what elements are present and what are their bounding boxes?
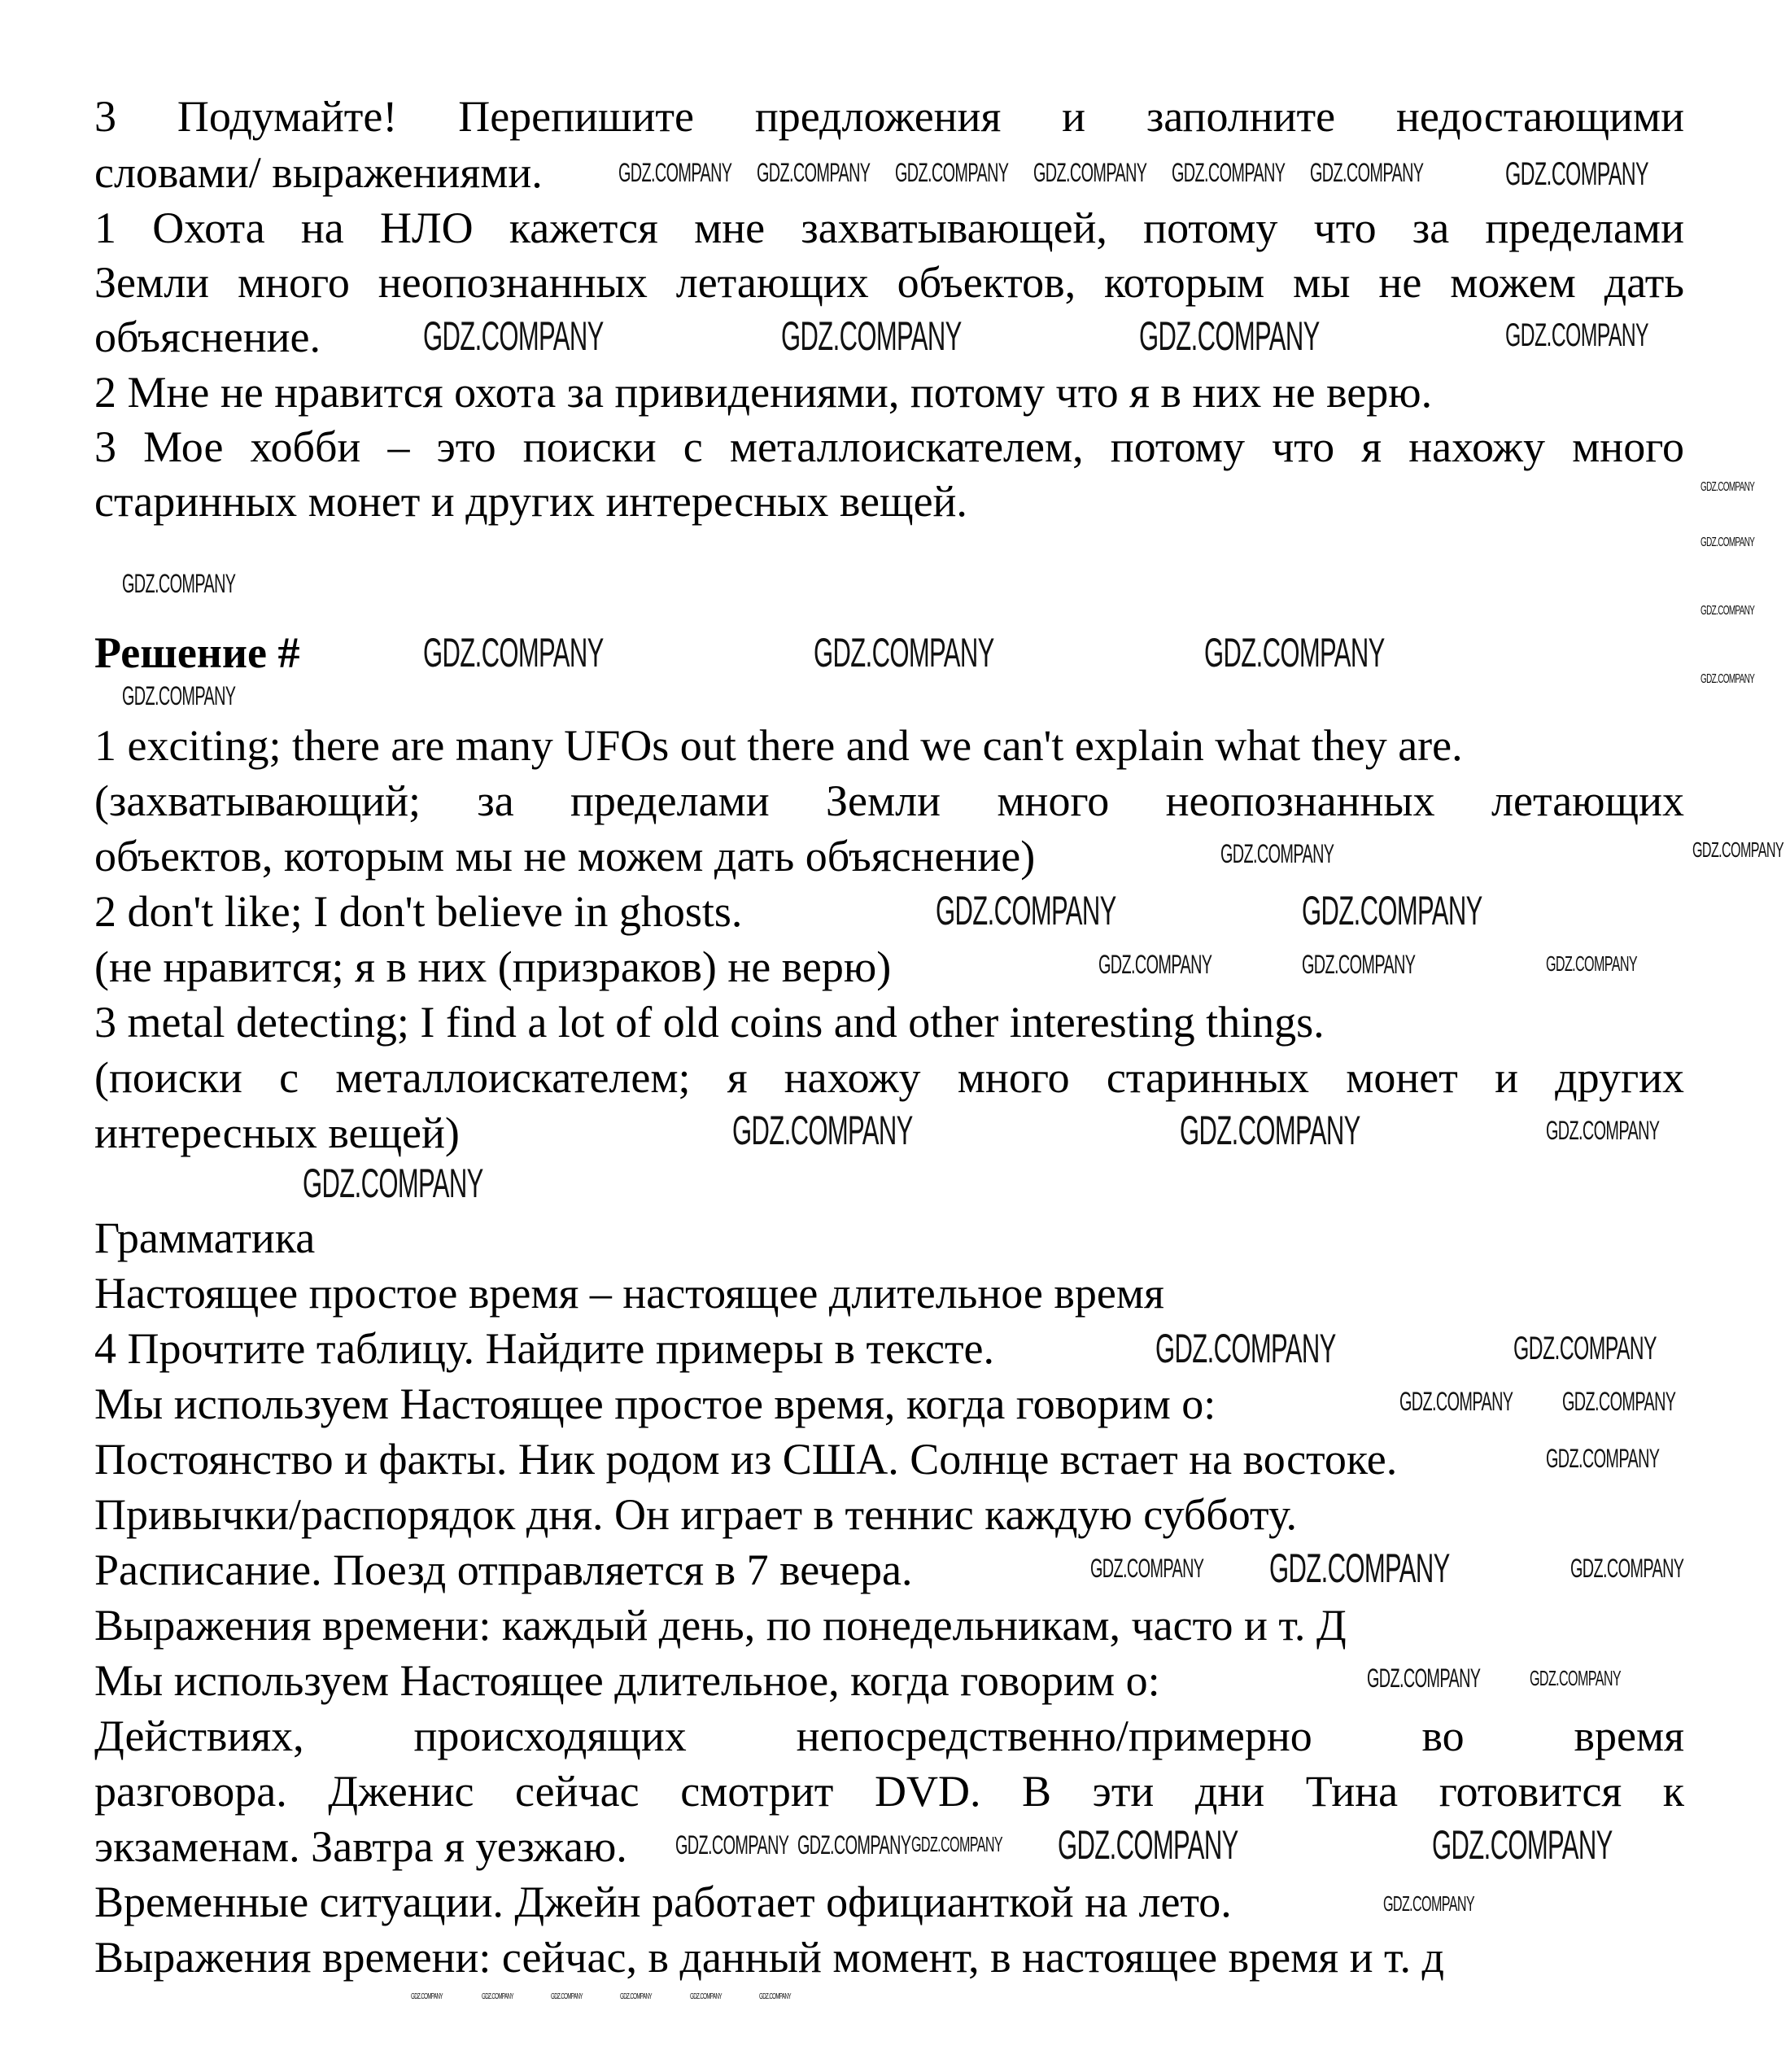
watermark: GDZ.COMPANY	[1302, 888, 1482, 933]
watermark: GDZ.COMPANY	[1383, 1891, 1474, 1916]
grammar-line: экзаменам. Завтра я уезжаю.	[94, 1822, 627, 1871]
watermark: GDZ.COMPANY	[1546, 1116, 1660, 1145]
watermark: GDZ.COMPANY	[1058, 1822, 1238, 1868]
grammar-line: Расписание. Поезд отправляется в 7 вечера.	[94, 1545, 913, 1594]
watermark: GDZ.COMPANY	[1530, 1666, 1621, 1690]
grammar-line: Временные ситуации. Джейн работает официанткой на лето.	[94, 1877, 1232, 1926]
watermark: GDZ.COMPANY	[1562, 1387, 1676, 1416]
watermark: GDZ.COMPANY	[411, 1992, 443, 2001]
grammar-line: Настоящее простое время – настоящее длительное время	[94, 1269, 1164, 1318]
solution-line: (захватывающий; за пределами Земли много неопознанных летающих	[94, 776, 1684, 825]
task-line: Земли много неопознанных летающих объектов, которым мы не можем дать	[94, 258, 1684, 307]
grammar-line: Мы используем Настоящее простое время, когда говорим о:	[94, 1379, 1216, 1428]
watermark: GDZ.COMPANY	[797, 1830, 911, 1860]
grammar-line: Привычки/распорядок дня. Он играет в теннис каждую субботу.	[94, 1490, 1298, 1539]
solution-line: 1 exciting; there are many UFOs out there and we can't explain what they are.	[94, 721, 1463, 770]
watermark: GDZ.COMPANY	[911, 1832, 1002, 1856]
solution-line: (не нравится; я в них (призраков) не верю)	[94, 942, 892, 991]
watermark: GDZ.COMPANY	[1033, 158, 1147, 187]
solution-line: интересных вещей)	[94, 1108, 460, 1157]
grammar-line: Мы используем Настоящее длительное, когда говорим о:	[94, 1656, 1160, 1705]
watermark: GDZ.COMPANY	[1220, 839, 1334, 868]
watermark: GDZ.COMPANY	[1546, 1444, 1660, 1473]
watermark: GDZ.COMPANY	[1139, 313, 1320, 359]
watermark: GDZ.COMPANY	[732, 1108, 913, 1153]
task-line: 2 Мне не нравится охота за привидениями, потому что я в них не верю.	[94, 368, 1433, 417]
watermark: GDZ.COMPANY	[1172, 158, 1286, 187]
watermark: GDZ.COMPANY	[1180, 1108, 1360, 1153]
task-line: объяснение.	[94, 313, 321, 361]
watermark: GDZ.COMPANY	[895, 158, 1009, 187]
watermark: GDZ.COMPANY	[122, 681, 236, 710]
watermark: GDZ.COMPANY	[1700, 604, 1755, 618]
grammar-line: разговора. Дженис сейчас смотрит DVD. В эти дни Тина готовится к	[94, 1767, 1684, 1816]
watermark: GDZ.COMPANY	[1505, 156, 1648, 192]
watermark: GDZ.COMPANY	[1269, 1545, 1450, 1591]
watermark: GDZ.COMPANY	[781, 313, 962, 359]
watermark: GDZ.COMPANY	[1367, 1663, 1481, 1693]
task-line: 1 Охота на НЛО кажется мне захватывающей, потому что за пределами	[94, 203, 1684, 252]
watermark: GDZ.COMPANY	[1570, 1554, 1684, 1583]
grammar-heading: Грамматика	[94, 1213, 316, 1262]
watermark: GDZ.COMPANY	[303, 1161, 483, 1206]
solution-line: 2 don't like; I don't believe in ghosts.	[94, 887, 743, 936]
grammar-line: Постоянство и факты. Ник родом из США. Солнце встает на востоке.	[94, 1435, 1398, 1484]
task-line: старинных монет и других интересных вещей.	[94, 477, 967, 526]
watermark: GDZ.COMPANY	[1700, 535, 1755, 549]
watermark: GDZ.COMPANY	[1700, 480, 1755, 494]
watermark: GDZ.COMPANY	[1700, 672, 1755, 686]
watermark: GDZ.COMPANY	[423, 630, 604, 675]
watermark: GDZ.COMPANY	[814, 630, 994, 675]
watermark: GDZ.COMPANY	[482, 1992, 513, 2001]
watermark: GDZ.COMPANY	[1155, 1326, 1336, 1371]
watermark: GDZ.COMPANY	[757, 158, 871, 187]
solution-line: 3 metal detecting; I find a lot of old coins and other interesting things.	[94, 998, 1325, 1047]
watermark: GDZ.COMPANY	[1692, 837, 1783, 862]
watermark: GDZ.COMPANY	[1432, 1822, 1613, 1868]
grammar-line: 4 Прочтите таблицу. Найдите примеры в тексте.	[94, 1324, 995, 1373]
watermark: GDZ.COMPANY	[1399, 1387, 1513, 1416]
watermark: GDZ.COMPANY	[1546, 951, 1637, 976]
solution-heading: Решение #	[94, 628, 300, 677]
watermark: GDZ.COMPANY	[1090, 1554, 1204, 1583]
task-line: 3 Подумайте! Перепишите предложения и заполните недостающими	[94, 92, 1684, 141]
watermark: GDZ.COMPANY	[1204, 630, 1385, 675]
watermark: GDZ.COMPANY	[1310, 158, 1424, 187]
watermark: GDZ.COMPANY	[618, 158, 732, 187]
watermark: GDZ.COMPANY	[690, 1992, 722, 2001]
watermark: GDZ.COMPANY	[551, 1992, 583, 2001]
watermark: GDZ.COMPANY	[759, 1992, 791, 2001]
watermark: GDZ.COMPANY	[122, 569, 236, 598]
watermark: GDZ.COMPANY	[1513, 1331, 1657, 1366]
watermark: GDZ.COMPANY	[936, 888, 1116, 933]
watermark: GDZ.COMPANY	[423, 313, 604, 359]
watermark: GDZ.COMPANY	[620, 1992, 652, 2001]
task-line: словами/ выражениями.	[94, 148, 543, 197]
solution-line: (поиски с металлоискателем; я нахожу много старинных монет и других	[94, 1053, 1684, 1102]
watermark: GDZ.COMPANY	[1302, 950, 1416, 979]
watermark: GDZ.COMPANY	[1505, 317, 1648, 353]
grammar-line: Выражения времени: сейчас, в данный момент, в настоящее время и т. д	[94, 1933, 1445, 1982]
solution-line: объектов, которым мы не можем дать объяснение)	[94, 832, 1036, 881]
task-line: 3 Мое хобби – это поиски с металлоискателем, потому что я нахожу много	[94, 422, 1684, 471]
grammar-line: Действиях, происходящих непосредственно/примерно во время	[94, 1711, 1684, 1760]
grammar-line: Выражения времени: каждый день, по понедельникам, часто и т. Д	[94, 1601, 1347, 1650]
watermark: GDZ.COMPANY	[1098, 950, 1212, 979]
watermark: GDZ.COMPANY	[675, 1830, 789, 1860]
